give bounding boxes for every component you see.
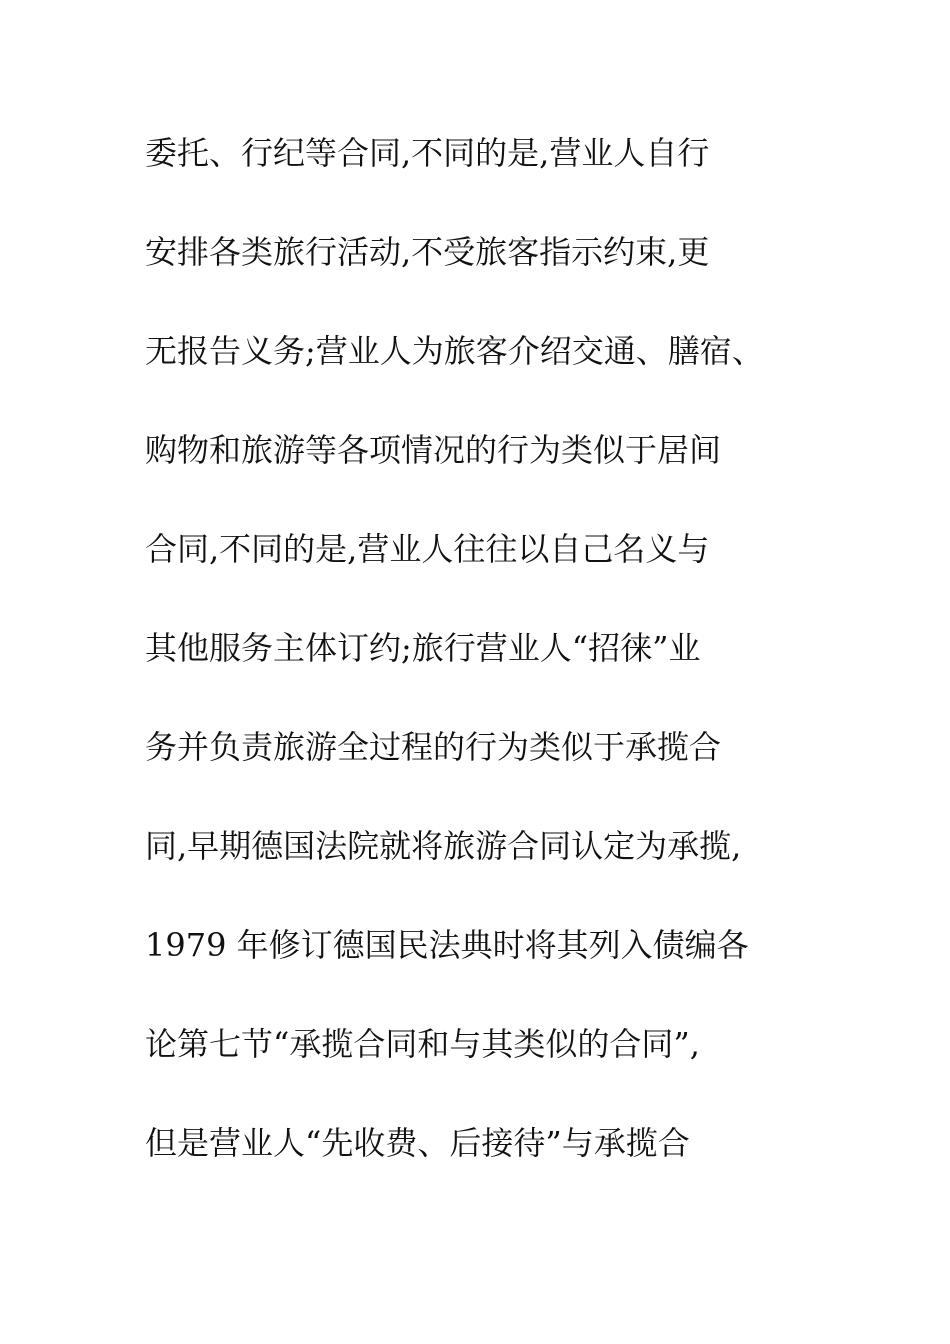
text-line: 安排各类旅行活动,不受旅客指示约束,更 [145,233,710,271]
text-line: 1979 年修订德国民法典时将其列入债编各 [145,926,749,964]
text-line: 委托、行纪等合同,不同的是,营业人自行 [145,134,710,172]
text-line: 同,早期德国法院就将旅游合同认定为承揽, [145,827,742,865]
text-line: 合同,不同的是,营业人往往以自己名义与 [145,530,710,568]
text-line: 无报告义务;营业人为旅客介绍交通、膳宿、 [145,332,764,370]
body-text [145,130,835,1219]
text-line: 购物和旅游等各项情况的行为类似于居间 [145,431,722,469]
text-line: 但是营业人“先收费、后接待”与承揽合 [145,1124,690,1162]
text-line: 其他服务主体订约;旅行营业人“招徕”业 [145,629,701,667]
text-line: 论第七节“承揽合同和与其类似的合同”, [145,1025,700,1063]
text-line: 务并负责旅游全过程的行为类似于承揽合 [145,728,722,766]
